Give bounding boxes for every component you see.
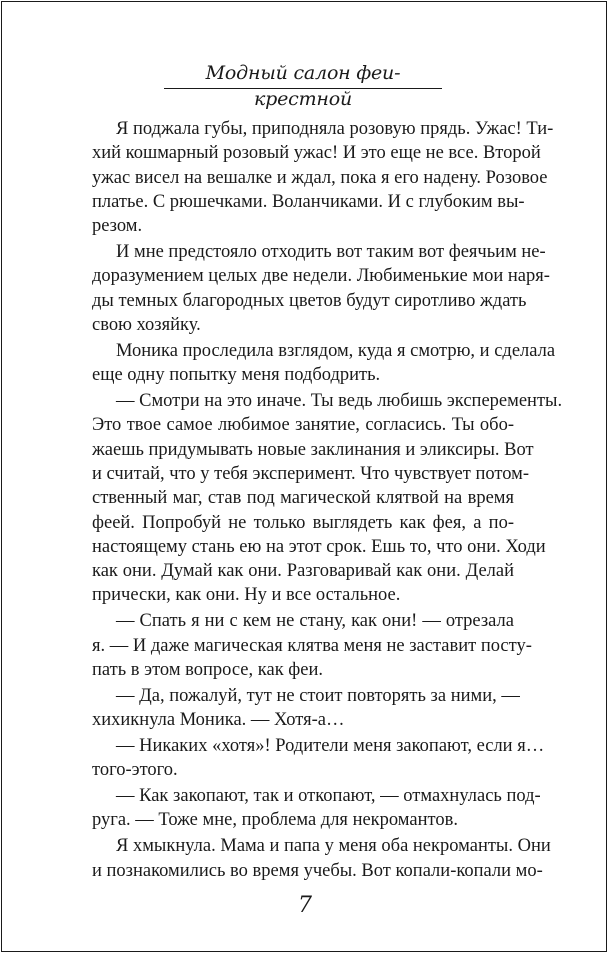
text-line: ужас висел на вешалке и ждал, пока я его надену. Розовое — [92, 167, 548, 188]
text-line: как они. Думай как они. Разговаривай как они. Делай — [92, 561, 514, 582]
text-line: жаешь придумывать новые заклинания и эликсиры. Вот — [92, 439, 534, 460]
text-line: — Спать я ни с кем не стану, как они! — отрезала — [116, 611, 514, 632]
running-head: Модный салон феи-крестной — [205, 62, 401, 110]
text-line: хий кошмарный розовый ужас! И это еще не все. Второй — [92, 143, 541, 164]
text-line: феей. Попробуй не только выглядеть как фея, а по- — [92, 512, 514, 533]
body-text — [92, 117, 563, 885]
text-line: пать в этом вопросе, как феи. — [92, 659, 324, 680]
text-line: того-этого. — [92, 760, 178, 781]
text-line: — Как закопают, так и откопают, — отмахнулась под- — [116, 786, 541, 807]
text-line: платье. С рюшечками. Воланчиками. И с глубоким вы- — [92, 191, 525, 212]
text-line: И мне предстояло отходить вот таким вот феячьим не- — [116, 242, 546, 263]
paragraph — [92, 734, 545, 783]
text-line: Я поджала губы, приподняла розовую прядь. Ужас! Ти- — [116, 119, 554, 139]
text-line: ственный маг, став под магической клятвой на время — [92, 488, 514, 509]
paragraph — [92, 684, 520, 733]
text-line: еще одну попытку меня подбодрить. — [92, 365, 381, 386]
page-number: 7 — [298, 893, 312, 918]
paragraph — [92, 389, 563, 608]
text-line: руга. — Тоже мне, проблема для некромантов. — [92, 810, 458, 831]
text-line: Я хмыкнула. Мама и папа у меня оба некроманты. Они — [116, 836, 551, 857]
text-line: ды темных благородных цветов будут сиротливо ждать — [92, 290, 527, 311]
text-line: — Никаких «хотя»! Родители меня закопают, если я… — [116, 735, 545, 756]
paragraph — [92, 609, 532, 682]
text-line: хихикнула Моника. — Хотя-а… — [92, 710, 345, 731]
paragraph — [92, 784, 541, 833]
paragraph — [92, 117, 554, 238]
paragraph — [92, 834, 551, 883]
text-line: настоящему стань ею на этот срок. Ешь то, что они. Ходи — [92, 536, 546, 557]
text-line: — Да, пожалуй, тут не стоит повторять за ними, — — [116, 685, 520, 706]
text-line: доразумением целых две недели. Любименькие мои наря- — [92, 266, 550, 287]
text-line: Моника проследила взглядом, куда я смотрю, и сделала — [116, 340, 556, 361]
text-line: и познакомились во время учебы. Вот копали-копали мо- — [92, 860, 543, 881]
text-line: я. — И даже магическая клятва меня не заставит посту- — [92, 635, 532, 656]
text-line: свою хозяйку. — [92, 314, 201, 335]
text-line: и считай, что у тебя эксперимент. Что чувствует потом- — [92, 463, 529, 484]
text-line: — Смотри на это иначе. Ты ведь любишь эксперементы. — [116, 391, 563, 412]
paragraph — [92, 339, 556, 388]
text-line: Это твое самое любимое занятие, согласись. Ты обо- — [92, 415, 514, 436]
text-line: резом. — [92, 216, 143, 237]
paragraph — [92, 240, 550, 337]
text-line: прически, как они. Ну и все остальное. — [92, 585, 401, 606]
running-head-rule — [164, 88, 442, 89]
